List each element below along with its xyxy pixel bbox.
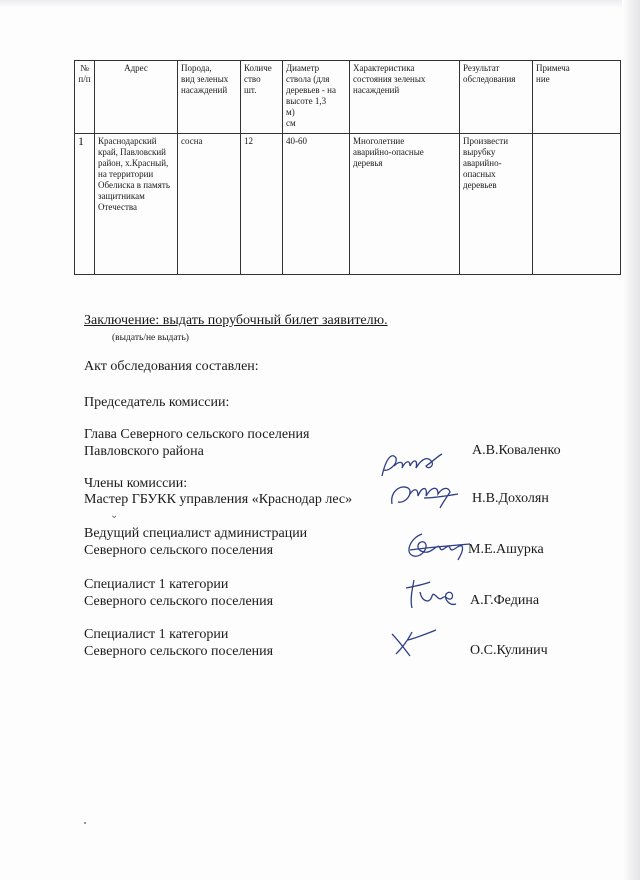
cell-diameter: 40-60: [283, 134, 350, 275]
member-4-position-line1: Специалист 1 категории: [84, 627, 229, 642]
member-1-position-line1: Мастер ГБУКК управления «Краснодар лес»: [84, 492, 353, 507]
chairman-name: А.В.Коваленко: [472, 443, 561, 458]
cell-address: Краснодарский край, Павловский район, х.Красный, на территории Обелиска в память защитникам Отечества: [95, 134, 178, 275]
table-header-row: [75, 61, 621, 134]
cell-note: [533, 134, 621, 275]
act-compiled-label: Акт обследования составлен:: [84, 359, 259, 374]
chairman-position-line2: Павловского района: [84, 444, 204, 459]
table-row: [75, 134, 621, 275]
header-count: Количе ство шт.: [241, 61, 283, 134]
header-note: Примеча ние: [533, 61, 621, 134]
header-result: Результат обследования: [460, 61, 533, 134]
member-3-name: А.Г.Федина: [470, 593, 540, 608]
conclusion-hint: (выдать/не выдать): [112, 333, 189, 343]
scan-mark: ⌄: [110, 510, 119, 521]
header-condition: Характеристика состояния зеленых насаждений: [350, 61, 460, 134]
scan-edge-right: [622, 0, 640, 880]
member-3-position-line1: Специалист 1 категории: [84, 577, 229, 592]
cell-condition: Многолетние аварийно-опасные деревья: [350, 134, 460, 275]
member-4-position-line2: Северного сельского поселения: [84, 644, 274, 659]
cell-num: 1: [75, 134, 95, 275]
signature-member-2: [400, 528, 472, 564]
member-2-name: М.Е.Ашурка: [468, 542, 544, 557]
member-4-name: О.С.Кулинич: [470, 643, 548, 658]
header-diameter: Диаметр ствола (для деревьев - на высоте 1,3 м) см: [283, 61, 350, 134]
scan-speck: [84, 822, 86, 824]
signature-member-1: [384, 478, 464, 512]
member-1-name: Н.В.Дохолян: [472, 491, 549, 506]
signature-chairman: [376, 448, 448, 482]
conclusion-text: Заключение: выдать порубочный билет заявителю.: [84, 313, 388, 328]
cell-result: Произвести вырубку аварийно- опасных деревьев: [460, 134, 533, 275]
header-num: № п/п: [75, 61, 95, 134]
cell-species: сосна: [178, 134, 241, 275]
header-address: Адрес: [95, 61, 178, 134]
members-label: Члены комиссии:: [84, 476, 188, 491]
member-3-position-line2: Северного сельского поселения: [84, 594, 274, 609]
scan-edge-top: [0, 0, 640, 8]
chairman-label: Председатель комиссии:: [84, 395, 230, 410]
signature-member-3: [400, 576, 462, 612]
signature-member-4: [386, 626, 440, 660]
cell-count: 12: [241, 134, 283, 275]
member-2-position-line1: Ведущий специалист администрации: [84, 526, 308, 541]
survey-table: [74, 60, 621, 275]
member-2-position-line2: Северного сельского поселения: [84, 543, 274, 558]
chairman-position-line1: Глава Северного сельского поселения: [84, 427, 310, 442]
header-species: Порода, вид зеленых насаждений: [178, 61, 241, 134]
